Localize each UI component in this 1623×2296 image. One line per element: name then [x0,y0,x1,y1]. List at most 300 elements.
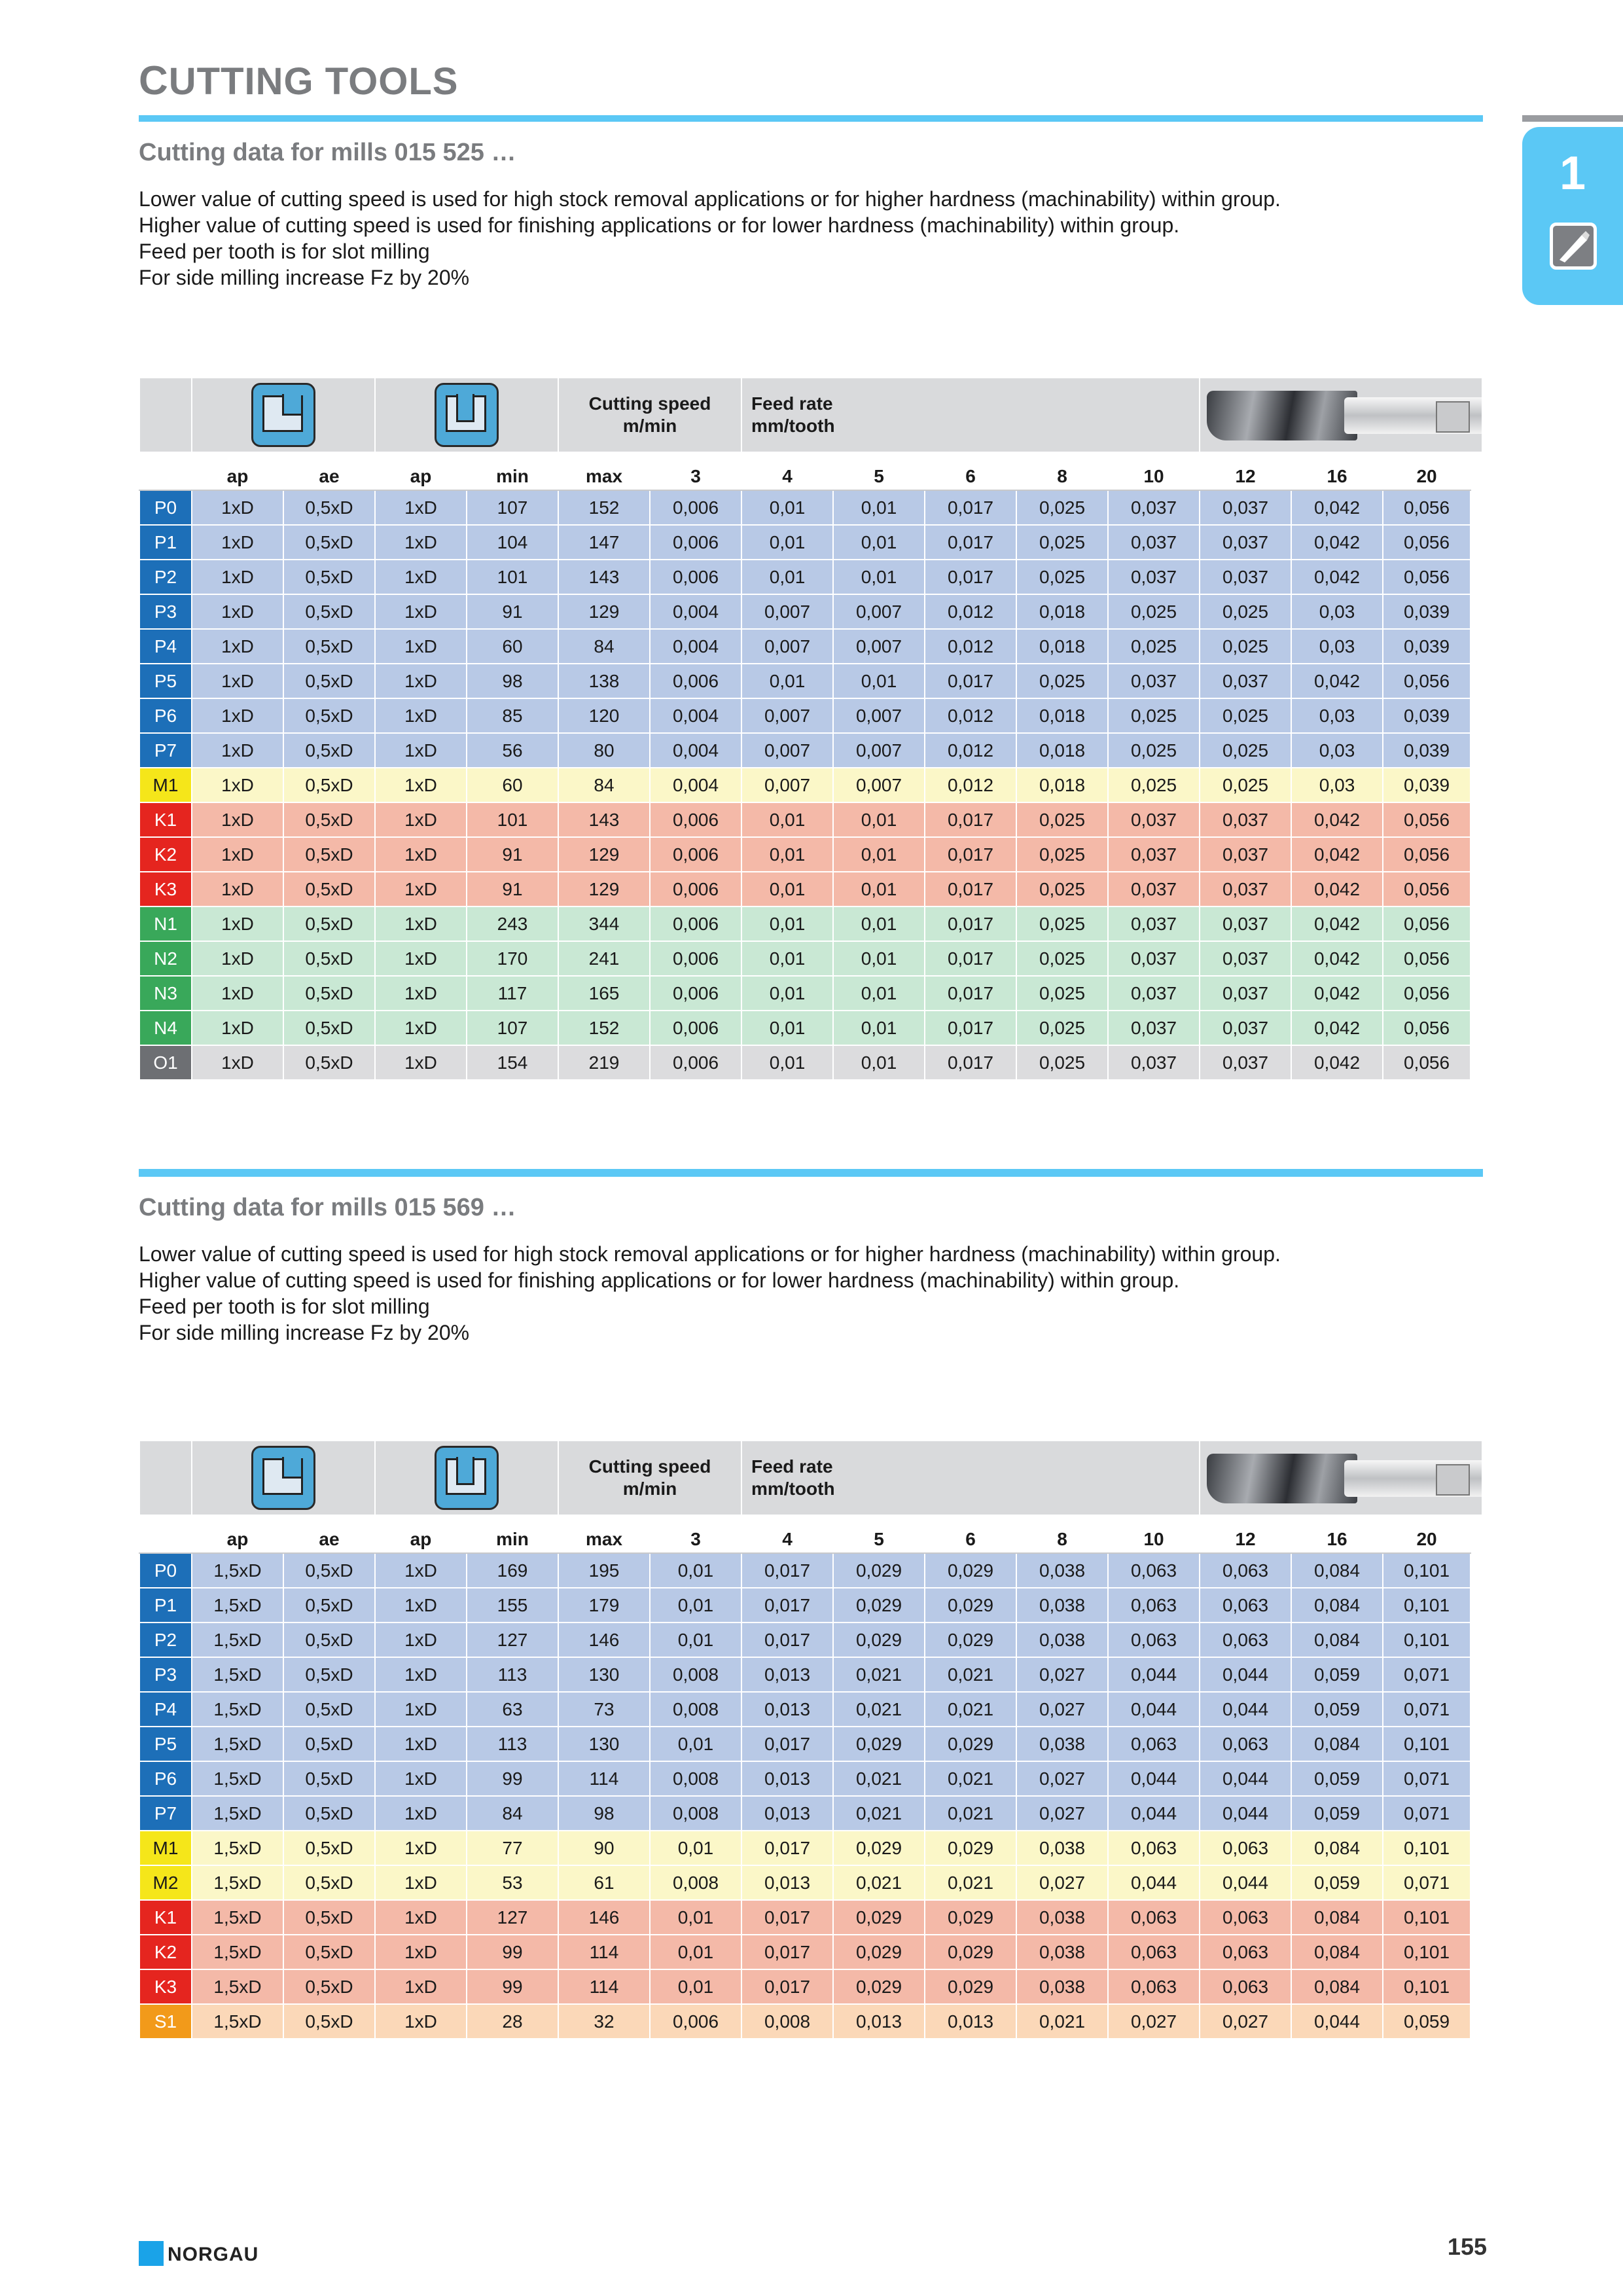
table-cell: 195 [558,1553,650,1588]
table-cell: 80 [558,733,650,768]
table-cell: 77 [467,1831,558,1865]
table-cell: 114 [558,1761,650,1796]
table-row [139,906,1482,941]
table-cell: 0,004 [650,733,741,768]
table-cell: 0,01 [650,1727,741,1761]
table-cell: 0,084 [1291,1623,1383,1657]
table-cell: 90 [558,1831,650,1865]
table-cell: 0,017 [925,1045,1016,1080]
table-cell: 0,017 [741,1900,833,1935]
table-cell: 0,029 [925,1588,1016,1623]
table-cell: 0,063 [1108,1900,1200,1935]
table-cell: 1xD [192,872,283,906]
table-cell: 0,027 [1016,1761,1108,1796]
table-cell: 0,029 [925,1623,1016,1657]
table-cell: 98 [467,664,558,698]
table-cell: 84 [558,629,650,664]
table-cell: 0,084 [1291,1831,1383,1865]
table-cell: 129 [558,594,650,629]
note-line: For side milling increase Fz by 20% [139,1321,470,1344]
table-cell: 0,084 [1291,1588,1383,1623]
table-cell: 0,5xD [283,1045,375,1080]
table-cell: 0,025 [1200,629,1291,664]
table-cell: 129 [558,837,650,872]
table-cell: 179 [558,1588,650,1623]
table-cell: 0,021 [925,1692,1016,1727]
table-cell: 0,056 [1383,490,1471,525]
table-row [139,525,1482,560]
page-number: 155 [1447,2233,1487,2260]
table-cell: 73 [558,1692,650,1727]
table-cell: 0,042 [1291,664,1383,698]
table-cell: 0,044 [1200,1657,1291,1692]
table-cell: 0,025 [1108,768,1200,802]
table-cell: 0,038 [1016,1623,1108,1657]
table-cell: 1,5xD [192,2004,283,2039]
table-cell: 0,037 [1108,525,1200,560]
table-cell: 0,039 [1383,629,1471,664]
material-group-label: K3 [139,1969,192,2004]
table-cell: 1,5xD [192,1692,283,1727]
icon-cell [192,1441,375,1515]
table-cell: 0,017 [925,560,1016,594]
table-cell: 0,059 [1291,1796,1383,1831]
brand-logo-square [139,2241,164,2266]
note-line: Higher value of cutting speed is used for finishing applications or for lower hardness (machinability) within group. [139,213,1180,237]
table-cell: 101 [467,560,558,594]
table-cell: 0,038 [1016,1935,1108,1969]
table-row [139,1623,1482,1657]
table-cell: 1xD [375,1011,467,1045]
table-cell: 165 [558,976,650,1011]
table-cell: 0,021 [833,1657,925,1692]
table-cell: 0,007 [833,698,925,733]
table-cell: 0,5xD [283,1761,375,1796]
table-cell: 1xD [192,594,283,629]
note-line: For side milling increase Fz by 20% [139,266,470,289]
table-cell: 0,063 [1108,1935,1200,1969]
table-cell: 0,006 [650,872,741,906]
table-cell: 0,037 [1108,941,1200,976]
table-cell: 0,013 [741,1692,833,1727]
table-cell: 0,101 [1383,1969,1471,2004]
table-cell: 0,017 [925,490,1016,525]
table-cell: 0,063 [1200,1588,1291,1623]
table-cell: 0,5xD [283,490,375,525]
table-cell: 0,056 [1383,1045,1471,1080]
table-cell: 0,017 [741,1969,833,2004]
table-cell: 0,013 [741,1796,833,1831]
table-cell: 0,01 [741,664,833,698]
material-group-label: P4 [139,629,192,664]
table-cell: 1xD [375,1045,467,1080]
material-group-label: P3 [139,1657,192,1692]
column-header-row [139,1515,1482,1553]
table-cell: 32 [558,2004,650,2039]
table-cell: 0,5xD [283,1969,375,2004]
table-cell: 0,5xD [283,1796,375,1831]
table-row [139,664,1482,698]
table-cell: 0,01 [833,664,925,698]
table-cell: 0,017 [741,1831,833,1865]
table-cell: 0,071 [1383,1761,1471,1796]
table-cell: 143 [558,802,650,837]
header-blank [139,378,192,452]
column-header-blank [139,1515,192,1553]
table-cell: 0,01 [833,560,925,594]
table-cell: 0,037 [1200,872,1291,906]
table-cell: 0,039 [1383,733,1471,768]
table-cell: 0,025 [1016,490,1108,525]
feed-rate-header [741,378,1200,452]
table-cell: 0,056 [1383,664,1471,698]
table-cell: 0,042 [1291,802,1383,837]
table-row [139,1865,1482,1900]
table-cell: 169 [467,1553,558,1588]
table-cell: 1xD [375,1588,467,1623]
table-cell: 1xD [375,872,467,906]
table-cell: 114 [558,1969,650,2004]
section-2-notes [139,1241,1281,1346]
table-cell: 1,5xD [192,1865,283,1900]
table-cell: 0,042 [1291,560,1383,594]
table-cell: 0,042 [1291,490,1383,525]
table-cell: 241 [558,941,650,976]
table-cell: 0,5xD [283,872,375,906]
table-cell: 98 [558,1796,650,1831]
table-cell: 91 [467,594,558,629]
table-cell: 0,063 [1108,1623,1200,1657]
table-cell: 1xD [375,560,467,594]
table-cell: 0,5xD [283,837,375,872]
table-cell: 1,5xD [192,1588,283,1623]
column-header: ap [192,452,283,490]
table-cell: 0,017 [741,1588,833,1623]
table-cell: 0,029 [925,1727,1016,1761]
table-cell: 0,029 [925,1553,1016,1588]
table-cell: 0,037 [1200,837,1291,872]
table-cell: 0,044 [1108,1657,1200,1692]
table-cell: 0,01 [833,1011,925,1045]
table-row [139,733,1482,768]
table-row [139,1588,1482,1623]
table-cell: 0,03 [1291,733,1383,768]
table-cell: 0,042 [1291,906,1383,941]
table-cell: 0,01 [741,941,833,976]
table-cell: 146 [558,1900,650,1935]
table-cell: 0,056 [1383,941,1471,976]
table-cell: 0,5xD [283,1588,375,1623]
feed-rate-header [741,1441,1200,1515]
table-cell: 0,044 [1108,1796,1200,1831]
table-cell: 0,029 [833,1727,925,1761]
table-cell: 0,084 [1291,1553,1383,1588]
table-cell: 0,01 [650,1588,741,1623]
note-line: Feed per tooth is for slot milling [139,240,430,263]
column-header-row [139,452,1482,490]
table-cell: 1xD [375,733,467,768]
feed-rate-label: Feed rate [751,393,833,414]
table-cell: 0,037 [1108,664,1200,698]
table-cell: 0,029 [925,1831,1016,1865]
table-cell: 0,5xD [283,1900,375,1935]
table-cell: 0,006 [650,2004,741,2039]
table-cell: 1,5xD [192,1727,283,1761]
table-cell: 0,084 [1291,1727,1383,1761]
section-1-notes [139,186,1281,291]
material-group-label: P3 [139,594,192,629]
table-cell: 0,037 [1200,941,1291,976]
table-cell: 0,056 [1383,525,1471,560]
table-cell: 114 [558,1935,650,1969]
table-cell: 0,018 [1016,733,1108,768]
table-cell: 1xD [192,837,283,872]
table-cell: 0,059 [1291,1865,1383,1900]
table-cell: 1xD [192,1045,283,1080]
table-cell: 0,029 [833,1831,925,1865]
table-row [139,1657,1482,1692]
table-cell: 0,025 [1016,941,1108,976]
table-cell: 56 [467,733,558,768]
table-cell: 344 [558,906,650,941]
table-cell: 0,5xD [283,1011,375,1045]
header-row [139,378,1482,452]
table-cell: 1xD [375,1865,467,1900]
table-cell: 117 [467,976,558,1011]
table-cell: 1xD [375,837,467,872]
table-cell: 0,025 [1016,525,1108,560]
table-cell: 0,017 [925,802,1016,837]
table-cell: 0,042 [1291,872,1383,906]
column-header: 10 [1108,1515,1200,1553]
table-cell: 0,025 [1200,698,1291,733]
table-cell: 1xD [192,560,283,594]
table-row [139,1045,1482,1080]
table-cell: 0,042 [1291,1011,1383,1045]
table-cell: 0,101 [1383,1623,1471,1657]
table-cell: 0,01 [741,525,833,560]
table-cell: 0,5xD [283,1623,375,1657]
table-cell: 1xD [192,768,283,802]
table-row [139,1011,1482,1045]
table-cell: 0,101 [1383,1553,1471,1588]
table-cell: 0,025 [1016,976,1108,1011]
table-cell: 0,044 [1200,1865,1291,1900]
table-cell: 0,017 [741,1727,833,1761]
table-cell: 0,01 [741,560,833,594]
side-milling-icon [251,1446,315,1510]
table-cell: 0,037 [1200,802,1291,837]
table-cell: 0,007 [741,594,833,629]
table-cell: 0,5xD [283,594,375,629]
table-cell: 0,006 [650,1011,741,1045]
table-cell: 113 [467,1727,558,1761]
table-cell: 0,017 [925,837,1016,872]
table-cell: 0,021 [833,1796,925,1831]
end-mill-tool-icon [1200,383,1482,447]
table-cell: 0,025 [1108,733,1200,768]
table-cell: 0,007 [741,629,833,664]
table-cell: 0,029 [925,1900,1016,1935]
material-group-label: P6 [139,1761,192,1796]
material-group-label: P5 [139,664,192,698]
table-cell: 0,008 [650,1692,741,1727]
table-cell: 0,063 [1108,1588,1200,1623]
table-cell: 1xD [375,1553,467,1588]
material-group-label: P2 [139,1623,192,1657]
table-cell: 0,006 [650,525,741,560]
table-cell: 0,037 [1108,560,1200,594]
table-cell: 0,029 [833,1900,925,1935]
table-cell: 143 [558,560,650,594]
table-cell: 1xD [192,976,283,1011]
table-cell: 0,017 [741,1553,833,1588]
table-cell: 0,037 [1200,664,1291,698]
table-cell: 0,01 [741,906,833,941]
column-header: 8 [1016,452,1108,490]
table-cell: 0,018 [1016,698,1108,733]
tool-image-cell [1200,378,1482,452]
table-cell: 0,5xD [283,629,375,664]
table-cell: 0,5xD [283,560,375,594]
table-cell: 1xD [375,1796,467,1831]
material-group-label: O1 [139,1045,192,1080]
table-cell: 0,101 [1383,1727,1471,1761]
table-cell: 0,044 [1200,1796,1291,1831]
table-cell: 0,071 [1383,1692,1471,1727]
table-cell: 130 [558,1657,650,1692]
table-cell: 1xD [375,1657,467,1692]
table-cell: 152 [558,490,650,525]
table-cell: 0,006 [650,941,741,976]
table-row [139,1692,1482,1727]
table-cell: 0,5xD [283,976,375,1011]
table-cell: 1xD [375,802,467,837]
table-cell: 1,5xD [192,1900,283,1935]
table-cell: 1xD [192,733,283,768]
header-row [139,1441,1482,1515]
cutting-speed-header [558,1441,741,1515]
table-cell: 0,063 [1200,1553,1291,1588]
table-cell: 1,5xD [192,1553,283,1588]
table-cell: 0,008 [650,1657,741,1692]
table-cell: 0,038 [1016,1588,1108,1623]
table-cell: 1xD [192,941,283,976]
table-row [139,2004,1482,2039]
table-cell: 0,5xD [283,1727,375,1761]
table-cell: 0,025 [1200,768,1291,802]
table-row [139,698,1482,733]
material-group-label: K1 [139,1900,192,1935]
table-cell: 1xD [192,490,283,525]
table-cell: 1xD [375,698,467,733]
cutting-speed-unit: m/min [622,1479,677,1499]
table-cell: 0,042 [1291,837,1383,872]
table-cell: 0,056 [1383,560,1471,594]
table-cell: 0,029 [925,1935,1016,1969]
table-cell: 0,01 [650,1900,741,1935]
table-cell: 0,056 [1383,1011,1471,1045]
table-row [139,1831,1482,1865]
table-cell: 0,025 [1108,698,1200,733]
material-group-label: M1 [139,1831,192,1865]
table-cell: 0,01 [833,872,925,906]
table-cell: 0,021 [925,1657,1016,1692]
table-cell: 1xD [375,1623,467,1657]
table-cell: 0,071 [1383,1865,1471,1900]
table-cell: 0,5xD [283,1657,375,1692]
cutting-speed-unit: m/min [622,416,677,436]
table-cell: 0,5xD [283,2004,375,2039]
material-group-label: K3 [139,872,192,906]
table-cell: 0,063 [1200,1623,1291,1657]
table-cell: 0,013 [925,2004,1016,2039]
cutting-speed-header [558,378,741,452]
chapter-number: 1 [1559,147,1586,200]
section-2-title: Cutting data for mills 015 569 … [139,1194,516,1221]
table-cell: 1xD [375,594,467,629]
table-cell: 0,021 [833,1761,925,1796]
table-cell: 0,056 [1383,872,1471,906]
table-cell: 0,01 [741,1045,833,1080]
end-mill-tool-icon [1200,1446,1482,1510]
table-cell: 0,021 [925,1796,1016,1831]
material-group-label: P1 [139,1588,192,1623]
table-cell: 61 [558,1865,650,1900]
column-header: 6 [925,1515,1016,1553]
column-header: ae [283,1515,375,1553]
column-header: 5 [833,452,925,490]
table-cell: 0,029 [833,1588,925,1623]
table-cell: 0,063 [1200,1900,1291,1935]
table-cell: 1xD [192,525,283,560]
table-cell: 0,01 [833,976,925,1011]
table-row [139,560,1482,594]
table-cell: 138 [558,664,650,698]
table-cell: 1xD [375,1692,467,1727]
table-cell: 154 [467,1045,558,1080]
table-cell: 0,084 [1291,1900,1383,1935]
table-row [139,1761,1482,1796]
table-cell: 0,01 [741,1011,833,1045]
table-cell: 0,027 [1016,1692,1108,1727]
material-group-label: P4 [139,1692,192,1727]
material-group-label: N2 [139,941,192,976]
table-cell: 0,01 [741,490,833,525]
tool-image-cell [1200,1441,1482,1515]
table-cell: 0,018 [1016,629,1108,664]
column-header: 3 [650,452,741,490]
table-cell: 0,037 [1108,802,1200,837]
table-cell: 1xD [375,490,467,525]
table-cell: 0,039 [1383,698,1471,733]
table-cell: 0,037 [1108,906,1200,941]
column-header: max [558,1515,650,1553]
table-cell: 0,01 [650,1553,741,1588]
table-cell: 1xD [375,1831,467,1865]
table-cell: 0,037 [1108,837,1200,872]
table-cell: 0,063 [1200,1935,1291,1969]
table-cell: 1xD [375,976,467,1011]
table-cell: 0,025 [1016,1011,1108,1045]
table-cell: 0,029 [833,1969,925,2004]
table-cell: 0,017 [741,1623,833,1657]
table-cell: 1,5xD [192,1969,283,2004]
table-cell: 1,5xD [192,1623,283,1657]
table-cell: 104 [467,525,558,560]
table-cell: 0,056 [1383,802,1471,837]
table-cell: 0,5xD [283,1692,375,1727]
